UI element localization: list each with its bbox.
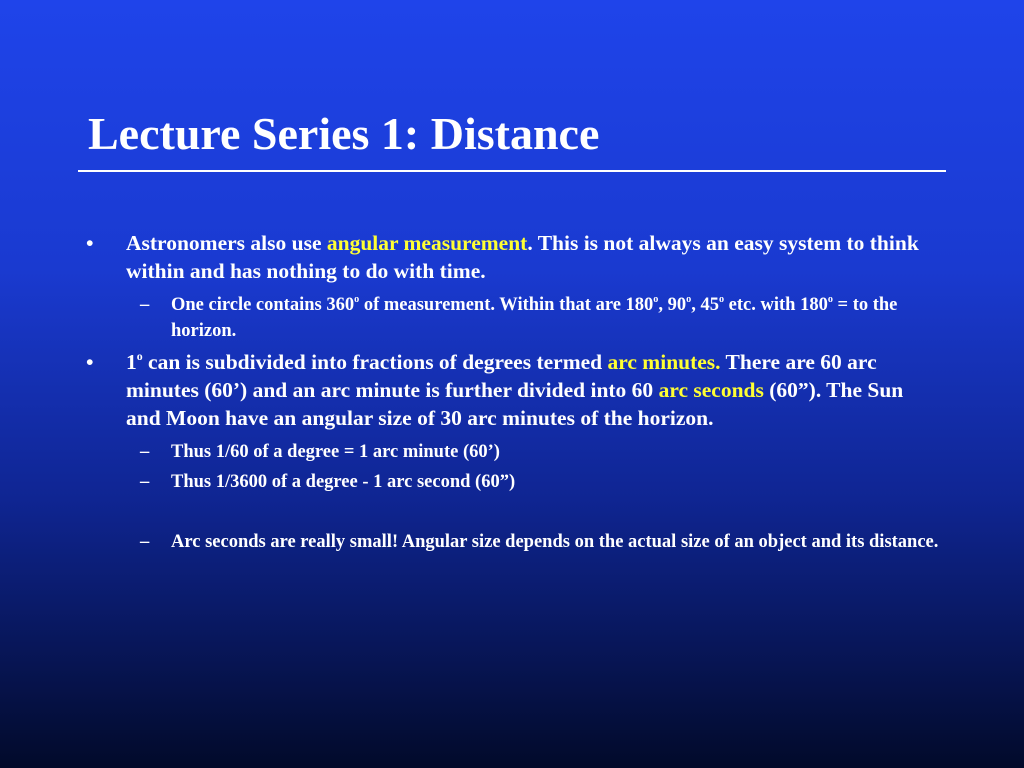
degree-symbol: o xyxy=(686,293,692,305)
bullet-glyph: • xyxy=(86,350,94,374)
sub-item-arc-second xyxy=(84,469,940,495)
sub-item-circle-degrees xyxy=(84,292,940,344)
text-run: . This is not always an easy system to think within and has nothing to do with time. xyxy=(126,231,919,283)
text-run: , 45 xyxy=(691,295,719,315)
dash-glyph: – xyxy=(140,442,150,462)
text-run: Thus 1/3600 of a degree - 1 arc second (60”) xyxy=(171,472,516,492)
text-run: Arc seconds are really small! Angular size depends on the actual size of an object and its distance. xyxy=(171,532,939,552)
dash-glyph: – xyxy=(140,532,150,552)
dash-glyph: – xyxy=(140,295,150,315)
text-run: = to the horizon. xyxy=(171,295,898,341)
bullet-item-arc-minutes xyxy=(84,348,940,432)
highlight-arc-minutes: arc minutes. xyxy=(607,350,721,374)
text-run: Astronomers also use xyxy=(126,231,327,255)
text-run: 1 xyxy=(126,350,137,374)
text-run: etc. with 180 xyxy=(724,295,828,315)
text-run: Thus 1/60 of a degree = 1 arc minute (60’) xyxy=(171,442,500,462)
degree-symbol: o xyxy=(653,293,659,305)
slide-body xyxy=(84,229,940,555)
highlight-angular-measurement: angular measurement xyxy=(326,231,528,255)
text-run: can is subdivided into fractions of degrees termed xyxy=(142,350,608,374)
text-run: (60”). The Sun and Moon have an angular size of 30 arc minutes of the horizon. xyxy=(126,378,904,430)
slide-title: Lecture Series 1: Distance xyxy=(88,108,600,159)
sub-item-arc-seconds-small xyxy=(84,529,940,555)
degree-symbol: o xyxy=(827,293,833,305)
title-divider xyxy=(78,170,946,172)
text-run: , 90 xyxy=(658,295,687,315)
highlight-arc-seconds: arc seconds xyxy=(658,378,764,402)
text-run: One circle contains 360 xyxy=(171,295,355,315)
text-run: of measurement. Within that are 180 xyxy=(359,295,654,315)
dash-glyph: – xyxy=(140,472,150,492)
sub-item-arc-minute xyxy=(84,439,940,465)
bullet-item-angular-measurement xyxy=(84,229,940,285)
degree-symbol: o xyxy=(136,348,143,363)
degree-symbol: o xyxy=(718,293,725,305)
bullet-glyph: • xyxy=(86,231,94,255)
text-run: There are 60 arc minutes (60’) and an arc minute is further divided into 60 xyxy=(126,350,877,402)
degree-symbol: o xyxy=(354,293,360,305)
